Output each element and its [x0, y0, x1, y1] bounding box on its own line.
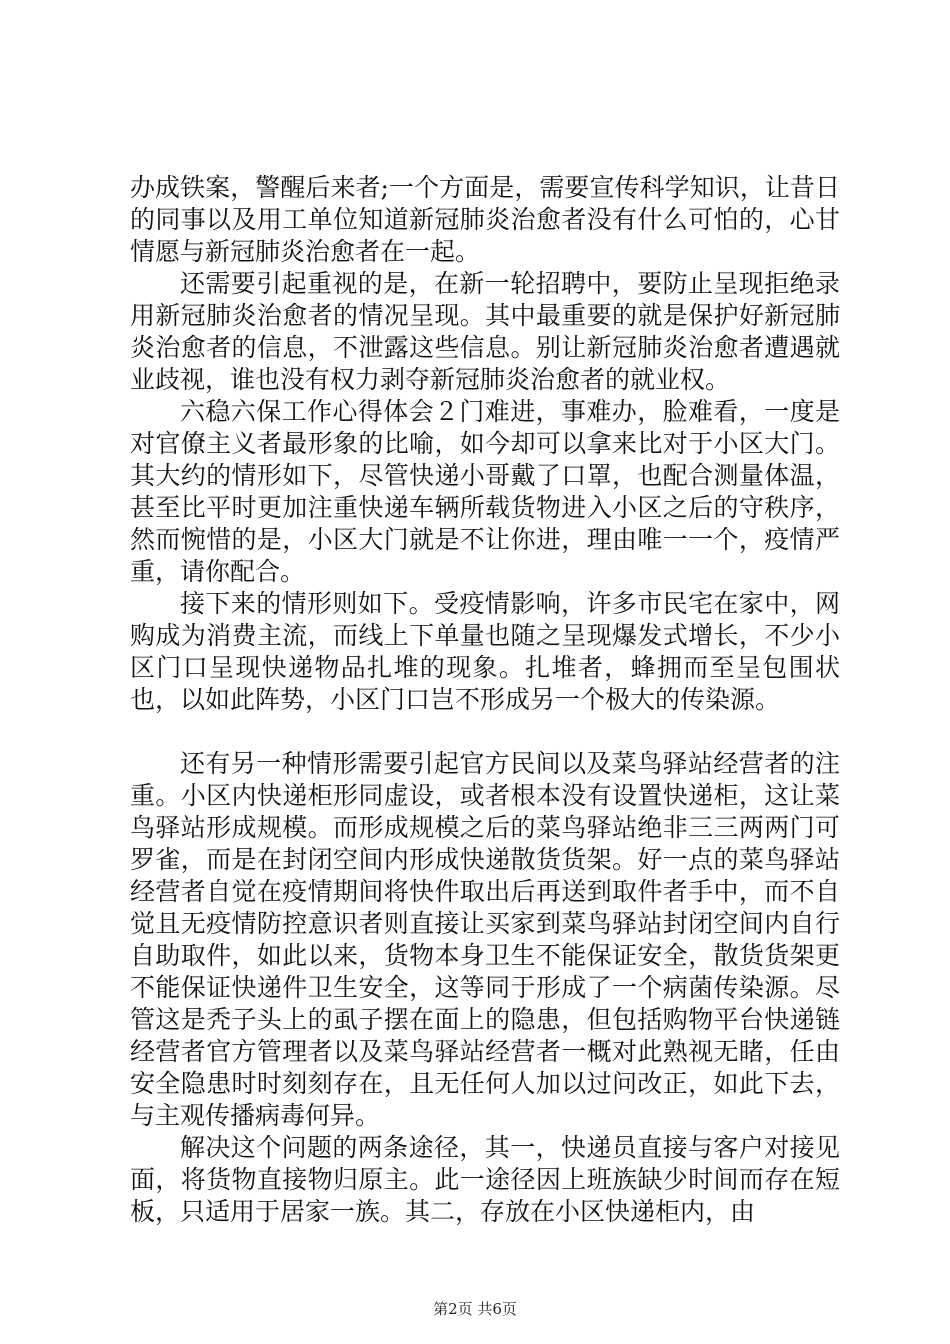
paragraph-6: 解决这个问题的两条途径，其一，快递员直接与客户对接见面，将货物直接物归原主。此一途径因上班族缺少时间而存在短板，只适用于居家一族。其二，存放在小区快递柜内，由 — [130, 1133, 840, 1226]
paragraph-4: 接下来的情形则如下。受疫情影响，许多市民宅在家中，网购成为消费主流，而线上下单量也随之呈现爆发式增长，不少小区门口呈现快递物品扎堆的现象。扎堆者，蜂拥而至呈包围状也，以如此阵势，小区门口岂不形成另一个极大的传染源。 — [130, 589, 840, 714]
paragraph-2: 还需要引起重视的是，在新一轮招聘中，要防止呈现拒绝录用新冠肺炎治愈者的情况呈现。其中最重要的就是保护好新冠肺炎治愈者的信息，不泄露这些信息。别让新冠肺炎治愈者遭遇就业歧视，谁也没有权力剥夺新冠肺炎治愈者的就业权。 — [130, 269, 840, 394]
paragraph-3: 六稳六保工作心得体会２门难进，事难办，脸难看，一度是对官僚主义者最形象的比喻，如今却可以拿来比对于小区大门。其大约的情形如下，尽管快递小哥戴了口罩，也配合测量体温，甚至比平时更加注重快递车辆所载货物进入小区之后的守秩序，然而惋惜的是，小区大门就是不让你进，理由唯一一个，疫情严重，请你配合。 — [130, 397, 840, 586]
paragraph-1: 办成铁案，警醒后来者;一个方面是，需要宣传科学知识，让昔日的同事以及用工单位知道新冠肺炎治愈者没有什么可怕的，心甘情愿与新冠肺炎治愈者在一起。 — [130, 173, 840, 266]
paragraph-5: 还有另一种情形需要引起官方民间以及菜鸟驿站经营者的注重。小区内快递柜形同虚设，或者根本没有设置快递柜，这让菜鸟驿站形成规模。而形成规模之后的菜鸟驿站绝非三三两两门可罗雀，而是在封闭空间内形成快递散货货架。好一点的菜鸟驿站经营者自觉在疫情期间将快件取出后再送到取件者手中，而不自觉且无疫情防控意识者则直接让买家到菜鸟驿站封闭空间内自行自助取件，如此以来，货物本身卫生不能保证安全，散货货架更不能保证快递件卫生安全，这等同于形成了一个病菌传染源。尽管这是秃子头上的虱子摆在面上的隐患，但包括购物平台快递链经营者官方管理者以及菜鸟驿站经营者一概对此熟视无睹，任由安全隐患时时刻刻存在，且无任何人加以过问改正，如此下去，与主观传播病毒何异。 — [130, 749, 840, 1130]
page-number-footer: 第2页 共6页 — [433, 1300, 517, 1318]
document-body — [130, 172, 840, 1228]
